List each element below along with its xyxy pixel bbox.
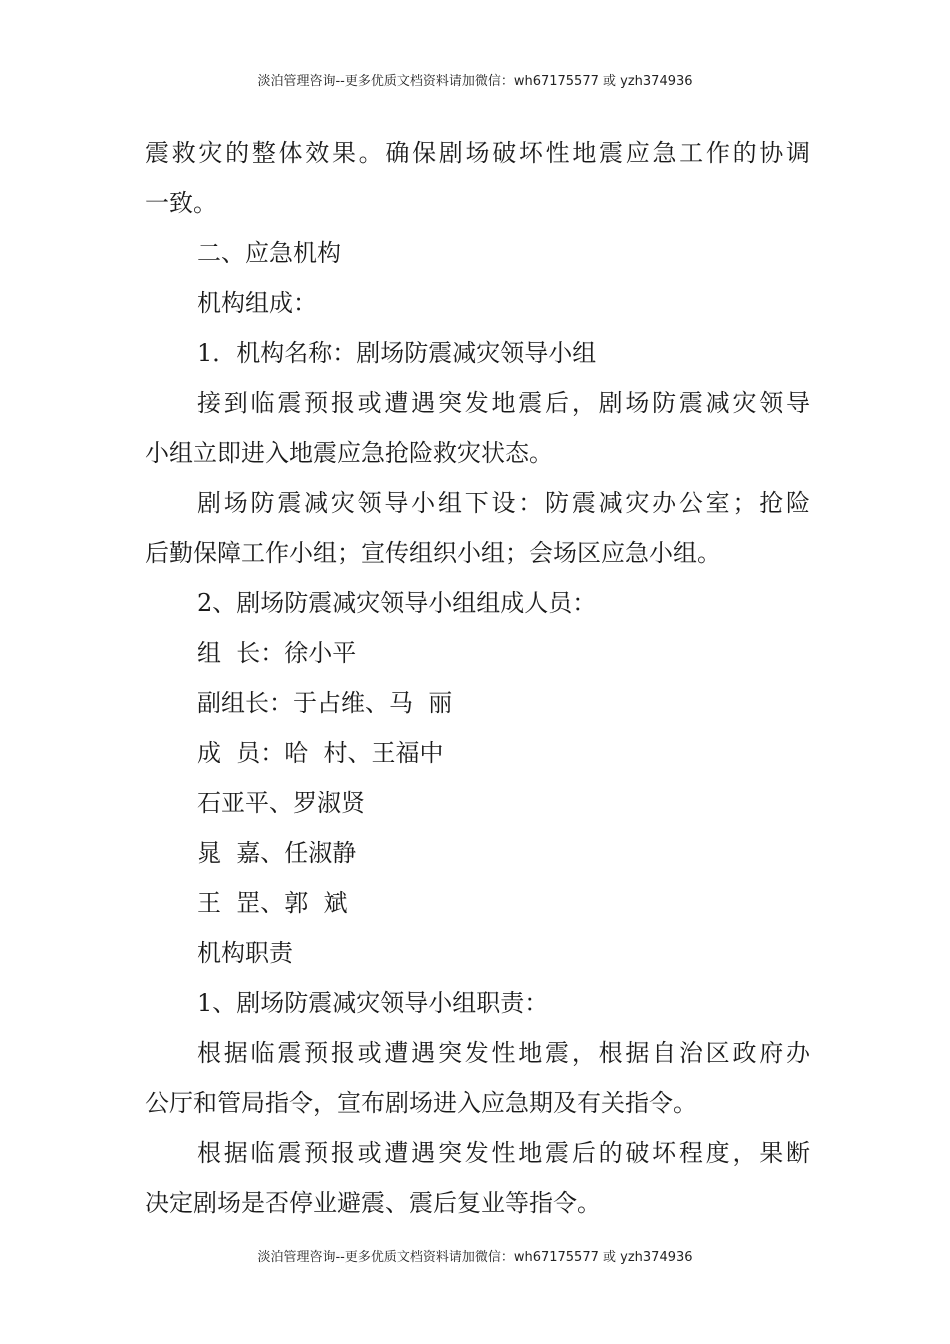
document-body (145, 128, 810, 1228)
paragraph-line: 震救灾的整体效果。确保剧场破坏性地震应急工作的协调 (145, 139, 810, 167)
paragraph-line: 后勤保障工作小组；宣传组织小组；会场区应急小组。 (145, 539, 721, 567)
page-header: 淡泊管理咨询--更多优质文档资料请加微信：wh67175577 或 yzh374936 (257, 74, 693, 89)
subheading: 机构职责 (197, 939, 293, 967)
member-line: 副组长：于占维、马 丽 (197, 689, 453, 717)
section-heading: 二、应急机构 (197, 239, 341, 267)
member-line: 王 罡、郭 斌 (197, 889, 348, 917)
member-line: 晁 嘉、任淑静 (197, 839, 357, 867)
paragraph-line: 剧场防震减灾领导小组下设：防震减灾办公室；抢险 (197, 489, 810, 517)
paragraph-line: 决定剧场是否停业避震、震后复业等指令。 (145, 1189, 601, 1217)
paragraph-line: 1．机构名称：剧场防震减灾领导小组 (197, 339, 597, 367)
paragraph-line: 一致。 (145, 189, 217, 217)
paragraph-line: 1、剧场防震减灾领导小组职责： (197, 989, 549, 1017)
subheading: 机构组成： (197, 289, 317, 317)
member-line: 组 长：徐小平 (197, 639, 357, 667)
paragraph-line: 小组立即进入地震应急抢险救灾状态。 (145, 439, 553, 467)
paragraph-line: 公厅和管局指令，宣布剧场进入应急期及有关指令。 (145, 1089, 697, 1117)
paragraph-line: 根据临震预报或遭遇突发性地震，根据自治区政府办 (197, 1039, 810, 1067)
member-line: 成 员：哈 村、王福中 (197, 739, 444, 767)
member-line: 石亚平、罗淑贤 (197, 789, 365, 817)
page-footer: 淡泊管理咨询--更多优质文档资料请加微信：wh67175577 或 yzh374936 (257, 1250, 693, 1265)
paragraph-line: 接到临震预报或遭遇突发地震后，剧场防震减灾领导 (197, 389, 810, 417)
paragraph-line: 2、剧场防震减灾领导小组组成人员： (197, 589, 597, 617)
paragraph-line: 根据临震预报或遭遇突发性地震后的破坏程度，果断 (197, 1139, 810, 1167)
